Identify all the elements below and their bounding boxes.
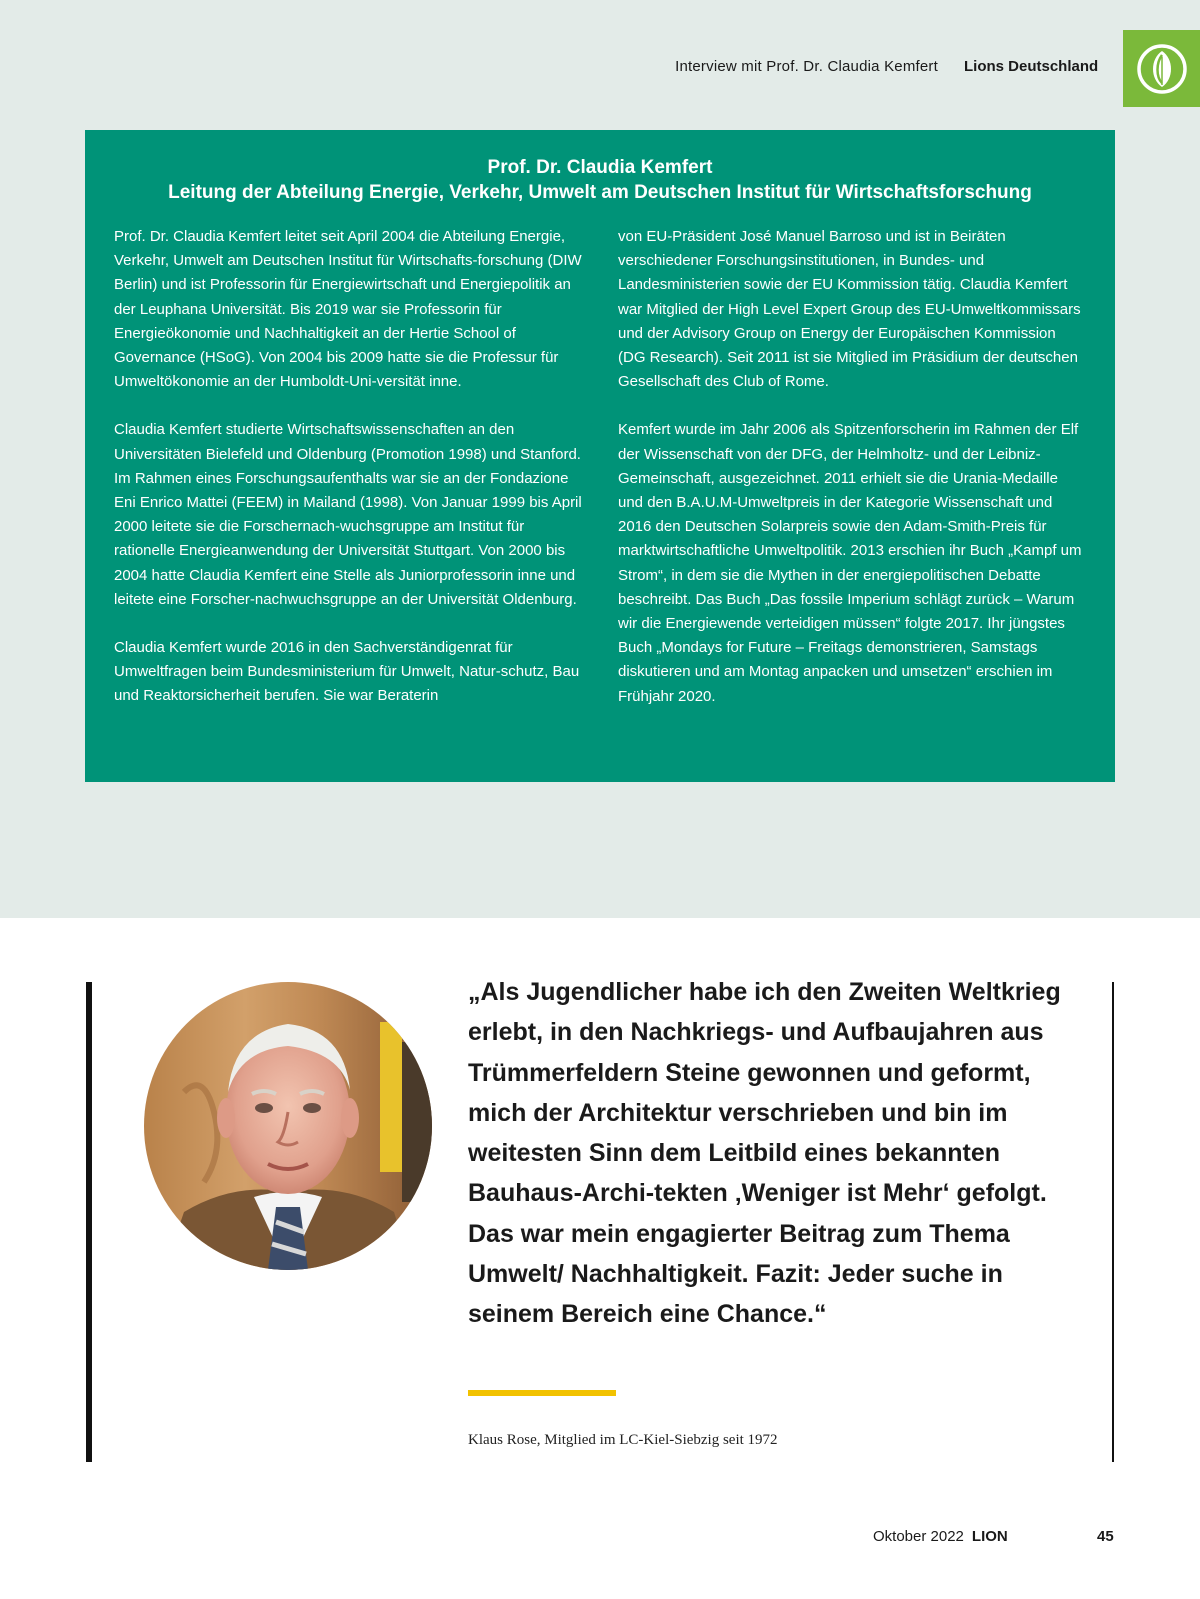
bio-columns bbox=[114, 225, 1086, 733]
quote-right-bar bbox=[1112, 982, 1114, 1462]
bio-name: Prof. Dr. Claudia Kemfert bbox=[487, 157, 713, 178]
bio-paragraph: Claudia Kemfert studierte Wirtschaftswissenschaften an den Universitäten Bielefeld und Oldenburg (Promotion 1998) und Stanford. Im Rahmen eines Forschungsaufenthalts war sie an der Fondazione Eni Enrico Mattei (FEEM) in Mailand (1998). Von Januar 1999 bis April 2000 leitete sie die Forschernach-wuchsgruppe am Institut für rationelle Energieanwendung der Universität Stuttgart. Von 2000 bis 2004 hatte Claudia Kemfert eine Stelle als Juniorprofessorin inne und leitete eine Forscher-nachwuchsgruppe an der Universität Oldenburg. bbox=[114, 421, 582, 608]
bio-column-left bbox=[114, 225, 582, 733]
header-brand: Lions Deutschland bbox=[964, 58, 1099, 75]
bio-paragraph: Claudia Kemfert wurde 2016 in den Sachverständigenrat für Umweltfragen beim Bundesministerium für Umwelt, Natur-schutz, Bau und Reaktorsicherheit berufen. Sie war Beraterin bbox=[114, 639, 580, 705]
pull-quote: „Als Jugendlicher habe ich den Zweiten Weltkrieg erlebt, in den Nachkriegs- und Aufbaujahren aus Trümmerfeldern Steine gewonnen und geformt, mich der Architektur verschrieben und bin im weitesten Sinn dem Leitbild eines bekannten Bauhaus-Archi-tekten ‚Weniger ist Mehr‘ gefolgt. Das war mein engagierter Beitrag zum Thema Umwelt/ Nachhaltigkeit. Fazit: Jeder suche in seinem Bereich eine Chance.“ bbox=[468, 978, 1061, 1329]
bio-position: Leitung der Abteilung Energie, Verkehr, Umwelt am Deutschen Institut für Wirtschaftsforschung bbox=[168, 182, 1032, 203]
lions-leaf-logo-icon bbox=[1123, 30, 1200, 107]
page-number: 45 bbox=[1097, 1528, 1114, 1545]
header-topic: Interview mit Prof. Dr. Claudia Kemfert bbox=[675, 58, 938, 75]
bio-title bbox=[85, 130, 1115, 205]
quote-accent-rule bbox=[468, 1390, 616, 1396]
footer-issue-date: Oktober 2022 bbox=[873, 1528, 964, 1545]
footer-issue bbox=[873, 1528, 1008, 1545]
bio-paragraph: von EU-Präsident José Manuel Barroso und ist in Beiräten verschiedener Forschungsinstitutionen, in Bundes- und Landesministerien sowie der EU Kommission tätig. Claudia Kemfert war Mitglied der High Level Expert Group des EU-Umweltkommissars und der Advisory Group on Energy der Europäischen Kommission (DG Research). Seit 2011 ist sie Mitglied im Präsidium der deutschen Gesellschaft des Club of Rome. bbox=[618, 228, 1081, 391]
footer-magazine: LION bbox=[971, 1528, 1008, 1545]
quote-left-bar bbox=[86, 982, 92, 1462]
bio-paragraph: Prof. Dr. Claudia Kemfert leitet seit April 2004 die Abteilung Energie, Verkehr, Umwelt am Deutschen Institut für Wirtschafts-forschung (DIW Berlin) und ist Professorin für Energiewirtschaft und Energiepolitik an der Leuphana Universität. Bis 2019 war sie Professorin für Energieökonomie und Nachhaltigkeit an der Hertie School of Governance (HSoG). Von 2004 bis 2009 hatte sie die Professur für Umweltökonomie an der Humboldt-Uni-versität inne. bbox=[114, 228, 582, 391]
portrait-photo bbox=[144, 982, 432, 1270]
bio-paragraph: Kemfert wurde im Jahr 2006 als Spitzenforscherin im Rahmen der Elf der Wissenschaft von der DFG, der Helmholtz- und der Leibniz-Gemeinschaft, ausgezeichnet. 2011 erhielt sie die Urania-Medaille und den B.A.U.M-Umweltpreis in der Kategorie Wissenschaft und 2016 den Deutschen Solarpreis sowie den Adam-Smith-Preis für marktwirtschaftliche Umweltpolitik. 2013 erschien ihr Buch „Kampf um Strom“, in dem sie die Mythen in der energiepolitischen Debatte beschreibt. Das Buch „Das fossile Imperium schlägt zurück – Warum wir die Energiewende verteidigen müssen“ folgte 2017. Ihr jüngstes Buch „Mondays for Future – Freitags demonstrieren, Samstags diskutieren und am Montag anpacken und umsetzen“ erschien im Frühjahr 2020. bbox=[618, 421, 1082, 705]
bio-column-right bbox=[618, 225, 1086, 733]
bio-box bbox=[85, 130, 1115, 782]
quote-attribution: Klaus Rose, Mitglied im LC-Kiel-Siebzig seit 1972 bbox=[468, 1432, 778, 1448]
